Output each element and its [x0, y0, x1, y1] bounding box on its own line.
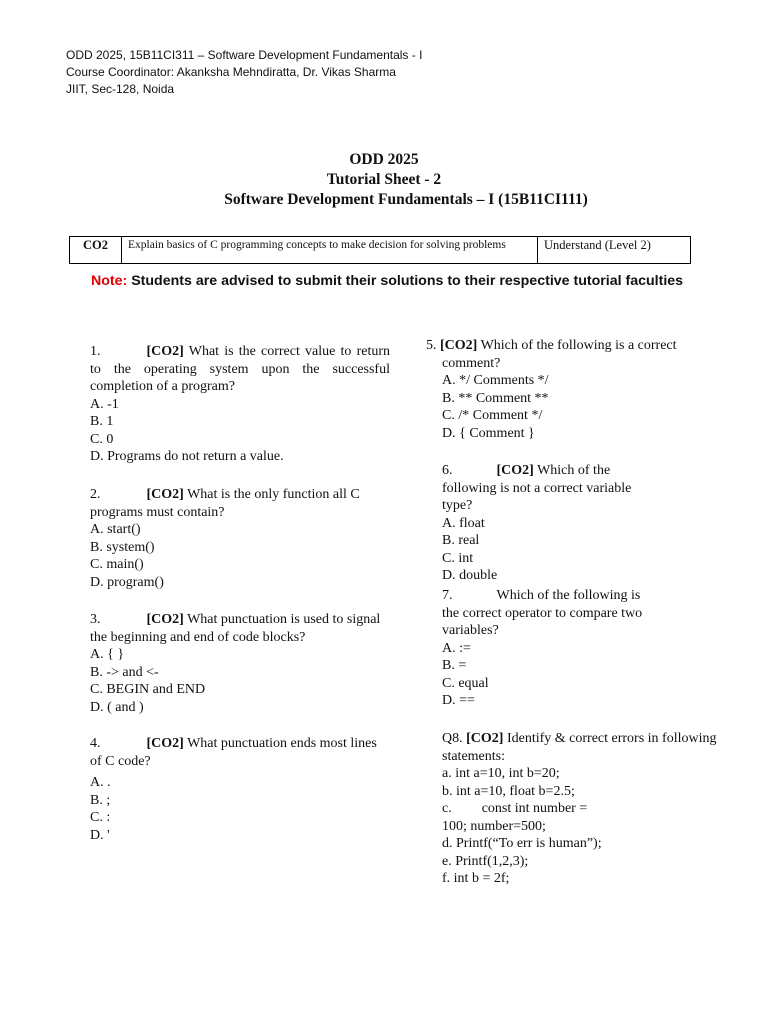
- question-number: 6.: [442, 463, 453, 478]
- item-c-label: c.: [442, 801, 452, 816]
- co-level-cell: Understand (Level 2): [538, 237, 691, 264]
- question-7-stem: [442, 587, 657, 640]
- option-d: D. ': [90, 827, 110, 843]
- option-a: A. start(): [90, 522, 141, 537]
- option-c: C. main(): [90, 557, 144, 572]
- header-institute-line: JIIT, Sec-128, Noida: [66, 82, 175, 96]
- document-titles: [0, 150, 768, 210]
- item-b: b. int a=10, float b=2.5;: [442, 783, 575, 799]
- question-7: [442, 587, 657, 710]
- option-c: C. :: [90, 810, 111, 825]
- option-a: A. float: [442, 515, 485, 531]
- question-number: 2.: [90, 487, 101, 502]
- option-d: D. ( and ): [90, 699, 144, 715]
- option-d: D. program(): [90, 574, 164, 590]
- title-sheet: Tutorial Sheet - 2: [326, 171, 442, 188]
- option-c: C. 0: [90, 431, 114, 447]
- note-paragraph: [91, 271, 731, 291]
- item-c: [442, 800, 752, 818]
- item-d: d. Printf(“To err is human”);: [442, 836, 602, 851]
- note-label: Note:: [91, 273, 128, 289]
- item-e: e. Printf(1,2,3);: [442, 853, 529, 869]
- option-a: A. */ Comments */: [442, 373, 549, 388]
- header-course-line: ODD 2025, 15B11CI311 – Software Development Fundamentals - I: [66, 48, 423, 62]
- question-text: What is the only function all C programs must contain?: [90, 487, 360, 520]
- option-c: C. int: [442, 550, 474, 566]
- item-f: f. int b = 2f;: [442, 871, 510, 886]
- option-b: B. -> and <-: [90, 664, 159, 680]
- option-a: A. { }: [90, 647, 125, 662]
- option-d: D. double: [442, 568, 498, 583]
- co-tag: [CO2]: [146, 344, 184, 359]
- question-6: [442, 462, 657, 585]
- title-term: ODD 2025: [349, 151, 419, 168]
- co-tag: [CO2]: [146, 736, 184, 751]
- question-text: What punctuation is used to signal the beginning and end of code blocks?: [90, 612, 381, 645]
- option-c: C. BEGIN and END: [90, 682, 206, 697]
- co-description-cell: Explain basics of C programming concepts to make decision for solving problems: [122, 237, 538, 264]
- question-5-stem: [426, 337, 726, 372]
- option-d: D. { Comment }: [442, 425, 535, 441]
- question-text: What is the correct value to return to the operating system upon the successful completion of a program?: [90, 344, 390, 394]
- option-a: A. :=: [442, 640, 471, 656]
- option-b: B. system(): [90, 539, 155, 555]
- question-3: [90, 611, 400, 716]
- co-tag: [CO2]: [440, 338, 478, 353]
- question-text: Which of the following is not a correct variable type?: [442, 463, 632, 513]
- document-header: [66, 47, 422, 98]
- question-1: [90, 343, 390, 466]
- co-code-cell: CO2: [70, 237, 122, 264]
- question-number: 5.: [426, 338, 437, 353]
- question-6-stem: [442, 462, 657, 515]
- question-text: What punctuation ends most lines of C code?: [90, 736, 377, 769]
- question-number: Q8.: [442, 731, 463, 746]
- question-number: 1.: [90, 344, 101, 359]
- question-text: Identify & correct errors in following statements:: [442, 731, 717, 764]
- course-outcome-table: [69, 236, 691, 264]
- co-tag: [CO2]: [146, 487, 184, 502]
- question-4: [90, 735, 390, 844]
- co-tag: [CO2]: [496, 463, 534, 478]
- question-5: [426, 337, 726, 442]
- option-d: D. Programs do not return a value.: [90, 449, 284, 464]
- question-number: 7.: [442, 588, 453, 603]
- question-2-stem: [90, 486, 390, 521]
- question-8-stem: [442, 730, 752, 765]
- co-tag: [CO2]: [466, 731, 504, 746]
- option-b: B. 1: [90, 414, 114, 429]
- question-2: [90, 486, 390, 591]
- option-a: A. -1: [90, 396, 119, 412]
- option-b: B. ** Comment **: [442, 390, 549, 406]
- option-b: B. ;: [90, 792, 111, 808]
- title-course: Software Development Fundamentals – I (15B11CI111): [224, 191, 588, 208]
- question-text: Which of the following is the correct operator to compare two variables?: [442, 588, 643, 638]
- co-tag: [CO2]: [146, 612, 184, 627]
- question-8: [442, 730, 752, 888]
- item-c-line1: const int number =: [481, 801, 588, 816]
- question-1-stem: [90, 343, 390, 396]
- item-c-line2: 100; number=500;: [442, 818, 546, 834]
- question-text: Which of the following is a correct comment?: [442, 338, 677, 371]
- question-number: 3.: [90, 612, 101, 627]
- option-b: B. =: [442, 658, 467, 673]
- question-number: 4.: [90, 736, 101, 751]
- option-b: B. real: [442, 533, 480, 548]
- option-c: C. equal: [442, 675, 489, 691]
- option-a: A. .: [90, 775, 111, 790]
- header-coordinator-line: Course Coordinator: Akanksha Mehndiratta, Dr. Vikas Sharma: [66, 65, 396, 79]
- option-c: C. /* Comment */: [442, 408, 543, 423]
- note-text: Students are advised to submit their solutions to their respective tutorial faculties: [127, 273, 684, 289]
- option-d: D. ==: [442, 693, 475, 708]
- course-outcome-row: [70, 237, 691, 264]
- question-3-stem: [90, 611, 400, 646]
- question-4-stem: [90, 735, 390, 770]
- item-a: a. int a=10, int b=20;: [442, 766, 560, 781]
